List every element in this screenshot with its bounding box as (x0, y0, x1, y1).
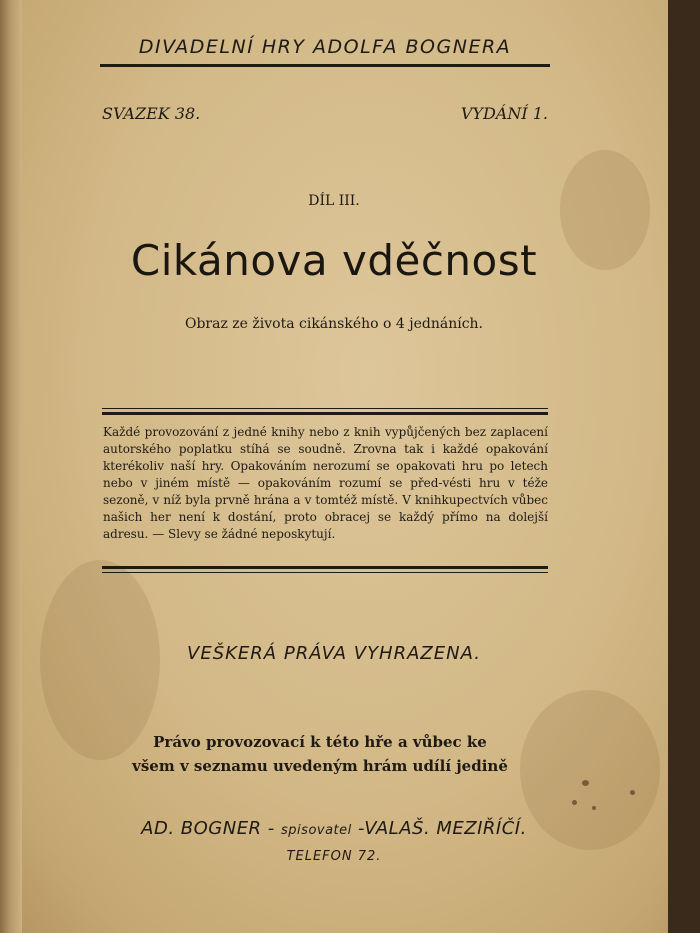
volume-number: SVAZEK 38. (102, 104, 201, 123)
copyright-notice: Každé provozování z jedné knihy nebo z knih vypůjčených bez zaplacení autorského poplatku stíhá se soudně. Zrovna tak i každé opakování kterékoliv naší hry. Opakováním nerozumí se opakovati hru po letech nebo v jiném místě — opakováním rozumí se před-vésti hru v téže sezoně, v níž byla prvně hrána a v tomtéž místě. V knihkupectvích vůbec našich her není k dostání, proto obracej se každý přímo na dolejší adresu. — Slevy se žádné neposkytují. (103, 425, 548, 541)
ink-spot (582, 780, 589, 786)
publisher-separator: - (351, 818, 365, 839)
publisher-separator: - (261, 818, 282, 839)
notice-rule-top-2 (102, 412, 548, 415)
book-spine (0, 0, 22, 933)
publisher-place: VALAŠ. MEZIŘÍČÍ. (364, 818, 527, 839)
publisher-name: AD. BOGNER (141, 818, 262, 839)
performance-line-1: Právo provozovací k této hře a vůbec ke (153, 733, 487, 751)
ink-spot (592, 806, 596, 810)
notice-rule-top-1 (102, 408, 548, 409)
publisher-role: spisovatel (281, 823, 352, 838)
play-subtitle: Obraz ze života cikánského o 4 jednáních. (184, 316, 484, 332)
publisher-phone: TELEFON 72. (286, 849, 382, 864)
notice-rule-bottom-1 (102, 566, 548, 569)
part-number: DÍL III. (308, 193, 360, 209)
rights-reserved: VEŠKERÁ PRÁVA VYHRAZENA. (187, 643, 481, 664)
play-title: Cikánova vděčnost (130, 236, 538, 285)
performance-line-2: všem v seznamu uvedeným hrám udílí jedině (132, 757, 508, 775)
ink-spot (630, 790, 635, 795)
header-rule (100, 64, 550, 67)
series-title: DIVADELNÍ HRY ADOLFA BOGNERA (138, 36, 512, 58)
publisher-line (0, 818, 668, 839)
ink-spot (572, 800, 577, 805)
edition-number: VYDÁNÍ 1. (460, 104, 548, 123)
performance-rights (100, 730, 540, 778)
notice-rule-bottom-2 (102, 572, 548, 573)
